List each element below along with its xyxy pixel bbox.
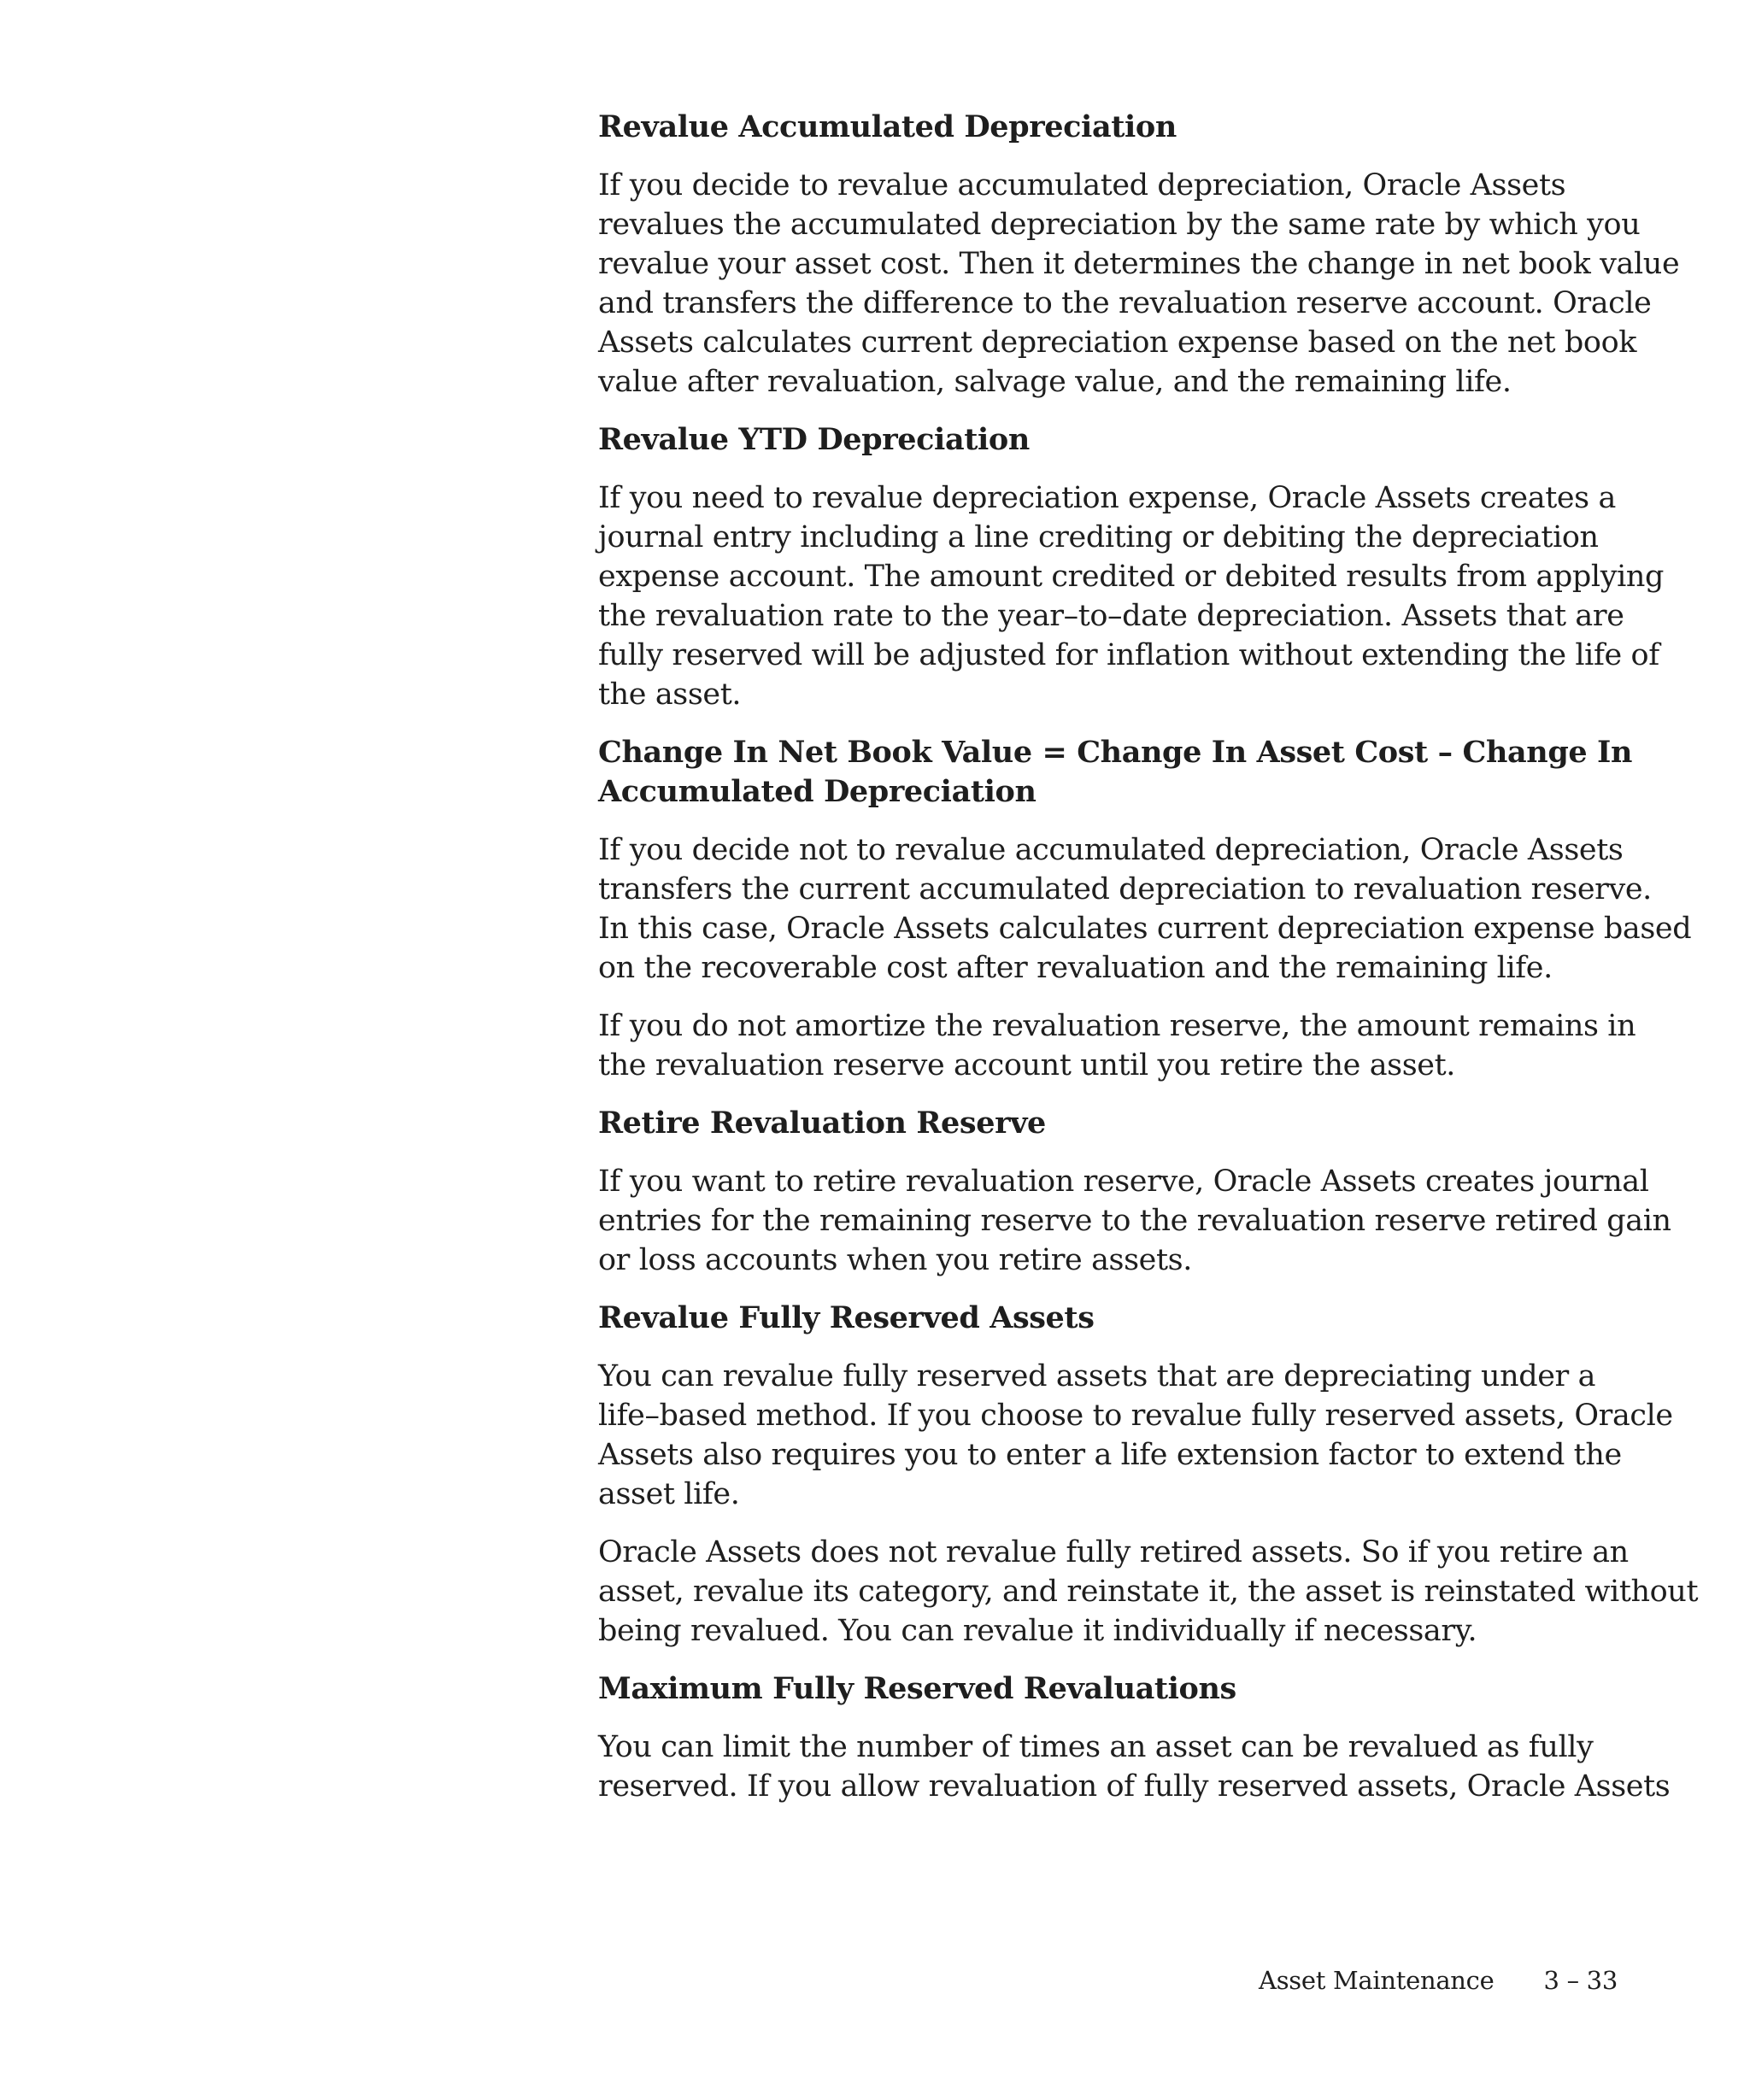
text-line: on the recoverable cost after revaluation and the remaining life. xyxy=(598,951,1553,985)
text-line: If you decide to revalue accumulated depreciation, Oracle Assets xyxy=(598,168,1566,202)
text-line: reserved. If you allow revaluation of fully reserved assets, Oracle Assets xyxy=(598,1769,1671,1804)
paragraph xyxy=(598,1533,1699,1651)
text-line: value after revaluation, salvage value, and the remaining life. xyxy=(598,365,1512,399)
text-line: In this case, Oracle Assets calculates current depreciation expense based xyxy=(598,912,1692,946)
text-line: asset, revalue its category, and reinstate it, the asset is reinstated without xyxy=(598,1575,1699,1609)
text-line: revalues the accumulated depreciation by the same rate by which you xyxy=(598,208,1641,242)
paragraph xyxy=(598,1357,1673,1514)
text-line: Assets also requires you to enter a life extension factor to extend the xyxy=(598,1438,1622,1472)
text-line: You can revalue fully reserved assets that are depreciating under a xyxy=(598,1359,1596,1393)
text-line: fully reserved will be adjusted for inflation without extending the life of xyxy=(598,638,1659,672)
text-line: transfers the current accumulated depreciation to revaluation reserve. xyxy=(598,872,1652,906)
text-line: entries for the remaining reserve to the revaluation reserve retired gain xyxy=(598,1204,1671,1238)
section-heading-change-in-net-book-value: Change In Net Book Value = Change In Asset Cost – Change In Accumulated Depreciation xyxy=(598,735,1633,809)
section-heading-maximum-fully-reserved-revaluations: Maximum Fully Reserved Revaluations xyxy=(598,1671,1236,1706)
text-line: If you want to retire revaluation reserve, Oracle Assets creates journal xyxy=(598,1164,1649,1199)
text-line: asset life. xyxy=(598,1477,740,1511)
text-line: the asset. xyxy=(598,678,742,712)
paragraph xyxy=(598,1162,1671,1280)
footer-page-number: 3 – 33 xyxy=(1543,1966,1618,1995)
text-line: or loss accounts when you retire assets. xyxy=(598,1243,1192,1277)
paragraph xyxy=(598,478,1665,714)
page-body xyxy=(598,108,1699,1825)
section-heading-retire-revaluation-reserve: Retire Revaluation Reserve xyxy=(598,1106,1046,1141)
paragraph xyxy=(598,1006,1641,1085)
footer-chapter-title: Asset Maintenance xyxy=(1259,1966,1495,1995)
page-footer xyxy=(1259,1965,1618,1996)
section-heading-revalue-fully-reserved-assets: Revalue Fully Reserved Assets xyxy=(598,1300,1095,1335)
paragraph xyxy=(598,166,1680,402)
text-line: If you decide not to revalue accumulated depreciation, Oracle Assets xyxy=(598,833,1624,867)
text-line: If you do not amortize the revaluation reserve, the amount remains in xyxy=(598,1009,1636,1043)
text-line: the revaluation reserve account until you retire the asset. xyxy=(598,1048,1455,1082)
text-line: and transfers the difference to the revaluation reserve account. Oracle xyxy=(598,286,1652,320)
section-heading-revalue-accumulated-depreciation: Revalue Accumulated Depreciation xyxy=(598,109,1177,144)
paragraph xyxy=(598,1728,1671,1806)
text-line: Oracle Assets does not revalue fully retired assets. So if you retire an xyxy=(598,1535,1629,1569)
text-line: life–based method. If you choose to revalue fully reserved assets, Oracle xyxy=(598,1399,1673,1433)
text-line: Assets calculates current depreciation expense based on the net book xyxy=(598,326,1637,360)
section-heading-revalue-ytd-depreciation: Revalue YTD Depreciation xyxy=(598,422,1030,457)
text-line: If you need to revalue depreciation expense, Oracle Assets creates a xyxy=(598,481,1616,515)
text-line: being revalued. You can revalue it individually if necessary. xyxy=(598,1614,1477,1648)
text-line: the revaluation rate to the year–to–date depreciation. Assets that are xyxy=(598,599,1624,633)
paragraph xyxy=(598,830,1692,988)
text-line: You can limit the number of times an asset can be revalued as fully xyxy=(598,1730,1594,1764)
text-line: revalue your asset cost. Then it determines the change in net book value xyxy=(598,247,1680,281)
text-line: journal entry including a line crediting or debiting the depreciation xyxy=(598,520,1599,554)
text-line: expense account. The amount credited or debited results from applying xyxy=(598,560,1665,594)
